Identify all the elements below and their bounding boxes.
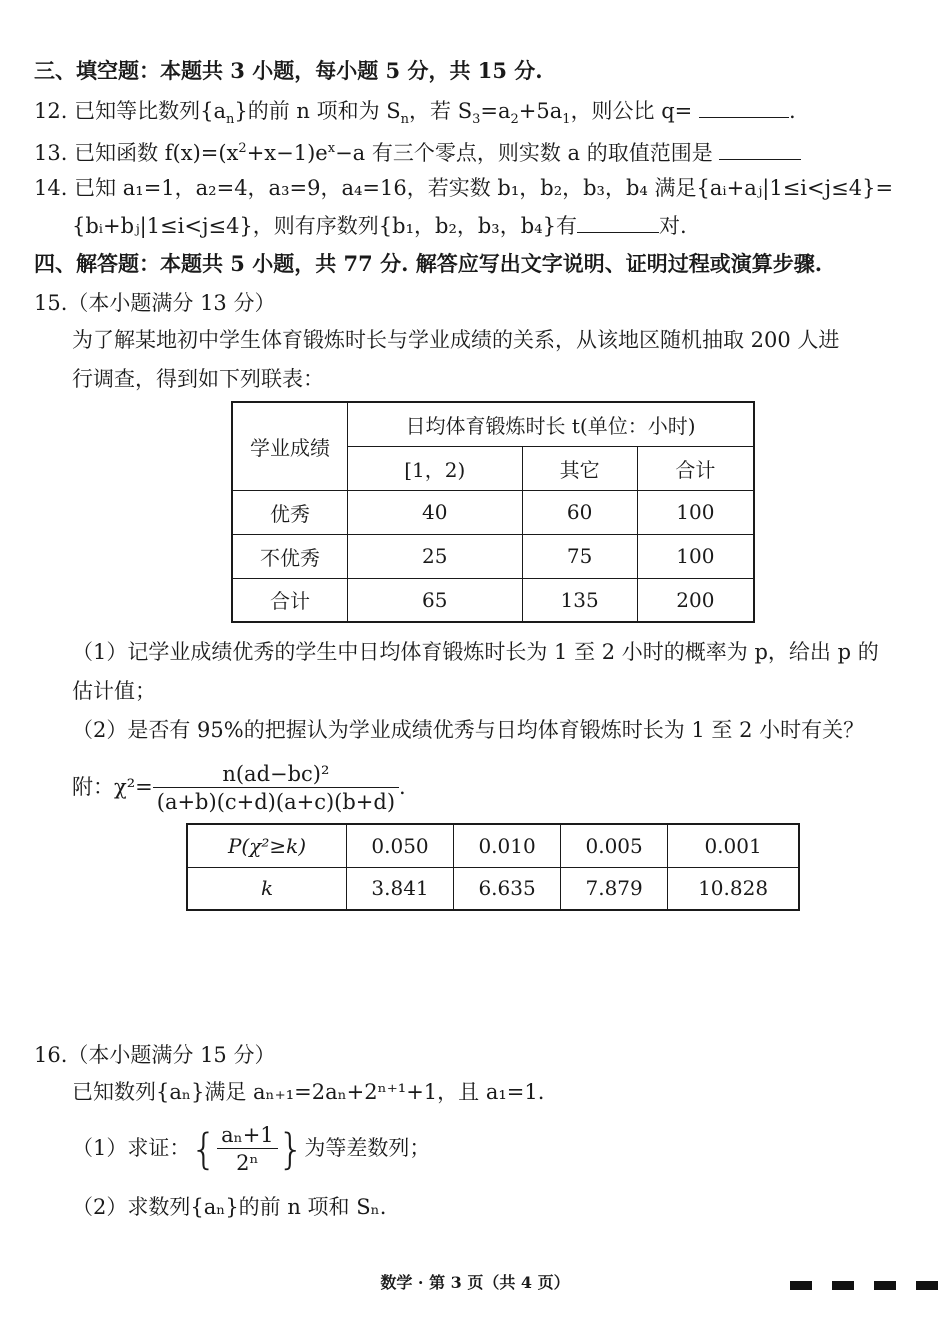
table-row xyxy=(232,534,754,578)
q15-part1-line2: 估计值； xyxy=(72,679,156,703)
q15-intro-line2: 行调查，得到如下列联表： xyxy=(72,367,324,391)
q14-text-line1: 已知 a₁=1，a₂=4，a₃=9，a₄=16，若实数 b₁，b₂，b₃，b₄ 满足{aᵢ+aⱼ|1≤i<j≤4}= xyxy=(74,176,894,200)
chi-square-formula: 附：χ²= $\frac{\text{n(ad−bc)²}}{(a+b)(c+d)(a+c)(b+d)}$ . xyxy=(72,762,406,814)
table-cell: 60 xyxy=(522,490,637,534)
table-col-header: 其它 xyxy=(522,446,637,490)
q16-part2: （2）求数列{aₙ}的前 n 项和 Sₙ. xyxy=(72,1195,387,1219)
table-row xyxy=(187,824,799,867)
q16-part1: （1）求证：{ $\frac{\text{aₙ+1}}{\text{2ⁿ}}$ }为等差数列； xyxy=(72,1123,431,1175)
table-row-header: 学业成绩 xyxy=(232,402,348,490)
q12-text: 已知等比数列$\{a_n\}$的前 n 项和为 $S_n$，若 $S_3=a_2+5a_1$，则公比 q= xyxy=(74,99,693,128)
table-cell: 75 xyxy=(522,534,637,578)
table-row xyxy=(232,490,754,534)
table-cell: 40 xyxy=(348,490,523,534)
left-brace-icon: { xyxy=(190,1124,218,1174)
q15-part1-line1: （1）记学业成绩优秀的学生中日均体育锻炼时长为 1 至 2 小时的概率为 p，给出 p 的 xyxy=(72,640,879,664)
table-cell: 65 xyxy=(348,578,523,622)
table-cell: 135 xyxy=(522,578,637,622)
table-column-group-header: 日均体育锻炼时长 t(单位：小时) xyxy=(348,402,755,446)
critical-value-table xyxy=(186,823,800,911)
footer-mark xyxy=(790,1281,812,1290)
q15-intro-line1: 为了解某地初中学生体育锻炼时长与学业成绩的关系，从该地区随机抽取 200 人进 xyxy=(72,328,840,352)
table-cell-label: 优秀 xyxy=(232,490,348,534)
table-cell: 3.841 xyxy=(347,867,454,910)
footer-mark xyxy=(916,1281,938,1290)
q14-number: 14. xyxy=(34,176,68,200)
table-row xyxy=(232,578,754,622)
question-13 xyxy=(34,134,801,168)
q12-answer-blank xyxy=(699,97,789,118)
page-footer: 数学 · 第 3 页（共 4 页） xyxy=(380,1273,570,1292)
table-cell: 7.879 xyxy=(561,867,668,910)
table-cell: 0.010 xyxy=(454,824,561,867)
formula-fraction: $\frac{\text{n(ad−bc)²}}{(a+b)(c+d)(a+c)(b+d)}$ xyxy=(153,761,399,816)
contingency-table xyxy=(231,401,755,623)
q16-fraction: $\frac{\text{aₙ+1}}{\text{2ⁿ}}$ xyxy=(217,1122,278,1177)
table-cell-label: 不优秀 xyxy=(232,534,348,578)
footer-mark xyxy=(874,1281,896,1290)
section3-heading: 三、填空题：本题共 3 小题，每小题 5 分，共 15 分. xyxy=(34,58,543,83)
q15-title: 15.（本小题满分 13 分） xyxy=(34,291,276,315)
table-cell-label: P(χ²≥k) xyxy=(187,824,347,867)
right-brace-icon: } xyxy=(277,1124,305,1174)
table-cell: 6.635 xyxy=(454,867,561,910)
footer-mark xyxy=(832,1281,854,1290)
table-cell: 0.050 xyxy=(347,824,454,867)
table-cell: 100 xyxy=(637,534,754,578)
question-14-line2: {bᵢ+bⱼ|1≤i<j≤4}，则有序数列{b₁，b₂，b₃，b₄}有 对. xyxy=(72,214,687,238)
table-row xyxy=(187,867,799,910)
q15-part2: （2）是否有 95%的把握认为学业成绩优秀与日均体育锻炼时长为 1 至 2 小时有关？ xyxy=(72,718,865,742)
table-cell: 25 xyxy=(348,534,523,578)
section4-heading: 四、解答题：本题共 5 小题，共 77 分. 解答应写出文字说明、证明过程或演算步骤. xyxy=(34,251,823,276)
q16-part1-label: （1）求证： xyxy=(72,1136,191,1160)
q14-text-line2: {bᵢ+bⱼ|1≤i<j≤4}，则有序数列{b₁，b₂，b₃，b₄}有 xyxy=(72,214,577,238)
q13-answer-blank xyxy=(719,139,801,160)
q13-number: 13. xyxy=(34,141,68,165)
q14-answer-blank xyxy=(577,212,659,233)
table-col-header: [1，2) xyxy=(348,446,523,490)
table-cell: 200 xyxy=(637,578,754,622)
table-cell-label: 合计 xyxy=(232,578,348,622)
table-col-header: 合计 xyxy=(637,446,754,490)
table-cell-label: k xyxy=(187,867,347,910)
q16-title: 16.（本小题满分 15 分） xyxy=(34,1043,276,1067)
table-cell: 0.001 xyxy=(668,824,799,867)
q12-number: 12. xyxy=(34,99,68,123)
table-cell: 10.828 xyxy=(668,867,799,910)
question-14-line1 xyxy=(34,173,893,203)
q13-text: 已知函数 $f(x)=(x^2+x-1)e^x-a$ 有三个零点，则实数 a 的取值范围是 xyxy=(74,141,713,165)
formula-label: 附：χ²= xyxy=(72,775,153,799)
table-cell: 100 xyxy=(637,490,754,534)
table-cell: 0.005 xyxy=(561,824,668,867)
question-12: 12. 已知等比数列$\{a_n\}$的前 n 项和为 $S_n$，若 $S_3=a_2+5a_1$，则公比 q= . xyxy=(34,99,796,128)
q16-intro: 已知数列{aₙ}满足 aₙ₊₁=2aₙ+2ⁿ⁺¹+1，且 a₁=1. xyxy=(72,1080,545,1104)
